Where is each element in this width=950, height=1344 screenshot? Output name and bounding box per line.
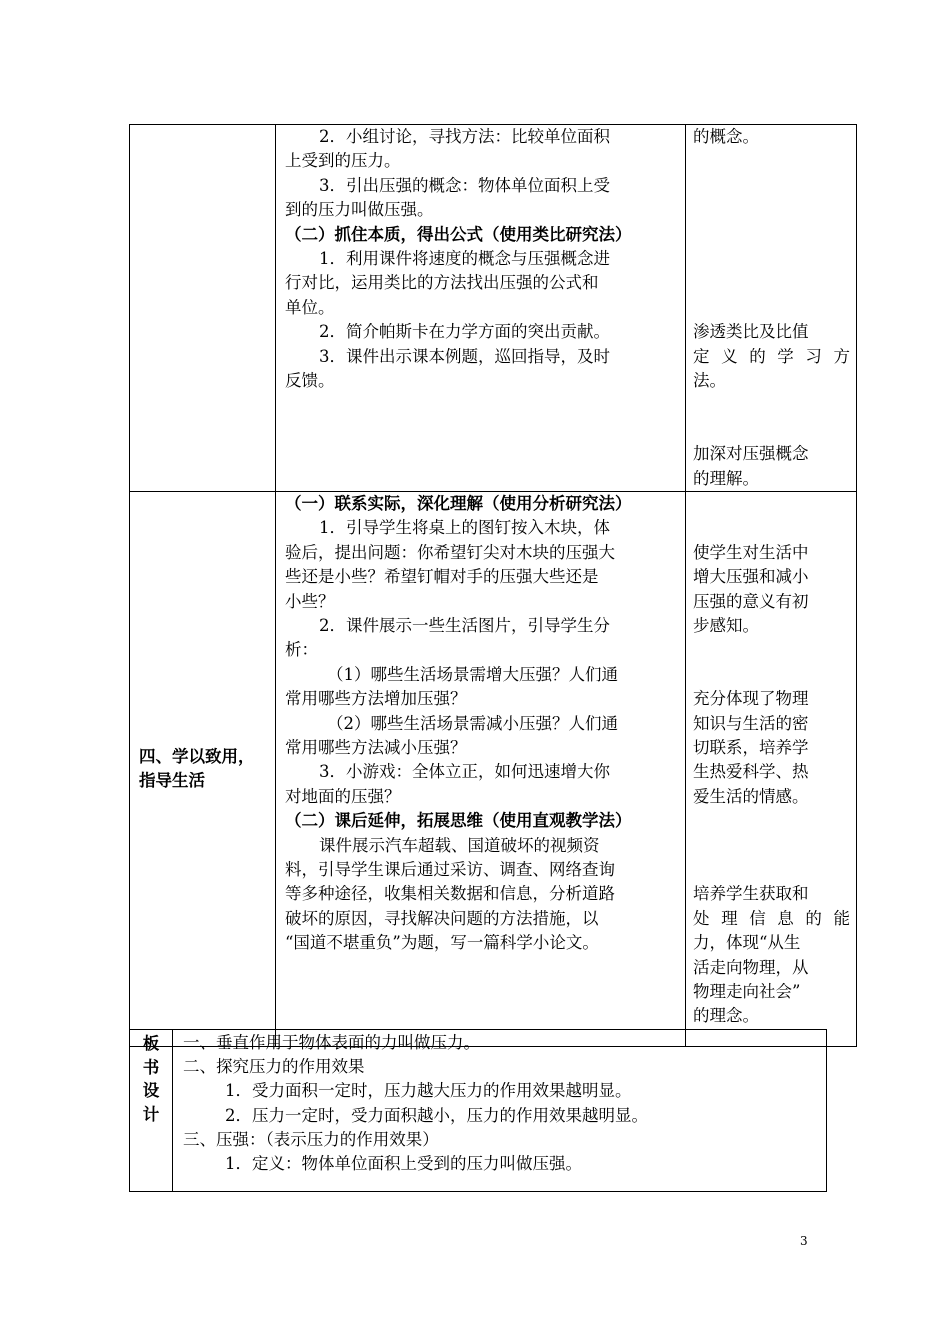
intent-line: 增大压强和减小 [693,567,809,587]
intent-cell [686,125,857,492]
text-line: 常用哪些方法增加压强？ [285,689,467,709]
intent-line: 活走向物理，从 [693,957,809,977]
table-row-stage-four [130,491,857,1046]
stage-cell-empty [130,125,276,492]
section-heading: （一）联系实际，深化理解（使用分析研究法） [285,493,632,513]
table-row-board [130,1030,827,1192]
intent-line: 生热爱科学、热 [693,762,809,782]
text-line: （1）哪些生活场景需增大压强？人们通 [327,664,618,684]
section-heading: （二）抓住本质，得出公式（使用类比研究法） [285,224,632,244]
text-line: （2）哪些生活场景需减小压强？人们通 [327,713,618,733]
text-line: 2．小组讨论，寻找方法：比较单位面积 [319,127,610,146]
intent-line: 加深对压强概念 [693,444,809,464]
text-line: 些还是小些？希望钉帽对手的压强大些还是 [285,567,599,587]
board-label-char: 书 [142,1057,160,1077]
intent-line: 力，体现“从生 [693,933,801,953]
text-line: 3．引出压强的概念：物体单位面积上受 [319,175,610,195]
stage-cell [130,491,276,1046]
intent-line: 压强的意义有初 [693,591,809,611]
text-line: 破坏的原因，寻找解决问题的方法措施，以 [285,908,599,928]
lesson-plan-table [129,124,857,1047]
board-label-char: 计 [142,1104,160,1124]
text-line: 析： [285,640,318,660]
intent-line: 处理信息的能 [693,908,850,928]
text-line: 料，引导学生课后通过采访、调查、网络查询 [285,860,615,880]
text-line: 验后，提出问题：你希望钉尖对木块的压强大 [285,542,615,562]
text-line: “国道不堪重负”为题，写一篇科学小论文。 [285,933,599,953]
board-line: 三、压强：（表示压力的作用效果） [183,1129,439,1149]
intent-line: 法。 [693,370,726,390]
intent-line: 的概念。 [693,127,759,146]
board-label-char: 设 [142,1081,160,1100]
board-design-table [129,1029,827,1192]
page-number: 3 [800,1234,808,1248]
intent-line: 渗透类比及比值 [693,322,809,342]
text-line: 单位。 [285,297,335,317]
intent-line: 的理解。 [693,468,759,488]
intent-line: 的理念。 [693,1006,759,1026]
intent-line: 培养学生获取和 [693,884,809,904]
board-line: 二、探究压力的作用效果 [183,1057,365,1077]
intent-line: 物理走向社会” [693,981,801,1001]
intent-line: 使学生对生活中 [693,542,809,562]
stage-title-line: 指导生活 [139,770,205,790]
text-line: 3．小游戏：全体立正，如何迅速增大你 [319,762,610,782]
board-content-cell [173,1030,827,1192]
board-line: 1．受力面积一定时，压力越大压力的作用效果越明显。 [225,1081,632,1101]
text-line: 上受到的压力。 [285,151,401,171]
board-label-char: 板 [142,1034,160,1053]
text-line: 2．简介帕斯卡在力学方面的突出贡献。 [319,322,610,342]
text-line: 对地面的压强？ [285,786,401,806]
section-heading: （二）课后延伸，拓展思维（使用直观教学法） [285,811,632,831]
intent-line: 爱生活的情感。 [693,786,809,806]
text-line: 课件展示汽车超载、国道破坏的视频资 [319,835,600,855]
table-row-continuation [130,125,857,492]
board-line: 1．定义：物体单位面积上受到的压力叫做压强。 [225,1154,582,1174]
intent-cell [686,491,857,1046]
text-line: 小些？ [285,591,335,611]
text-line: 1．利用课件将速度的概念与压强概念进 [319,249,610,269]
intent-line: 步感知。 [693,615,759,635]
intent-line: 定义的学习方 [693,346,850,366]
text-line: 等多种途径，收集相关数据和信息，分析道路 [285,884,615,904]
stage-title-line: 四、学以致用， [139,746,255,766]
board-line: 2．压力一定时，受力面积越小，压力的作用效果越明显。 [225,1105,648,1125]
activity-cell [276,125,686,492]
intent-line: 知识与生活的密 [693,713,809,733]
text-line: 1．引导学生将桌上的图钉按入木块，体 [319,518,610,538]
text-line: 2．课件展示一些生活图片，引导学生分 [319,615,610,635]
text-line: 3．课件出示课本例题，巡回指导，及时 [319,346,610,366]
text-line: 行对比，运用类比的方法找出压强的公式和 [285,273,599,293]
text-line: 反馈。 [285,371,335,391]
text-line: 常用哪些方法减小压强？ [285,738,467,758]
board-line: 一、垂直作用于物体表面的力叫做压力。 [183,1033,480,1052]
board-label-cell [130,1030,173,1192]
intent-line: 充分体现了物理 [693,689,809,709]
activity-cell [276,491,686,1046]
intent-line: 切联系，培养学 [693,737,809,757]
text-line: 到的压力叫做压强。 [285,200,434,220]
